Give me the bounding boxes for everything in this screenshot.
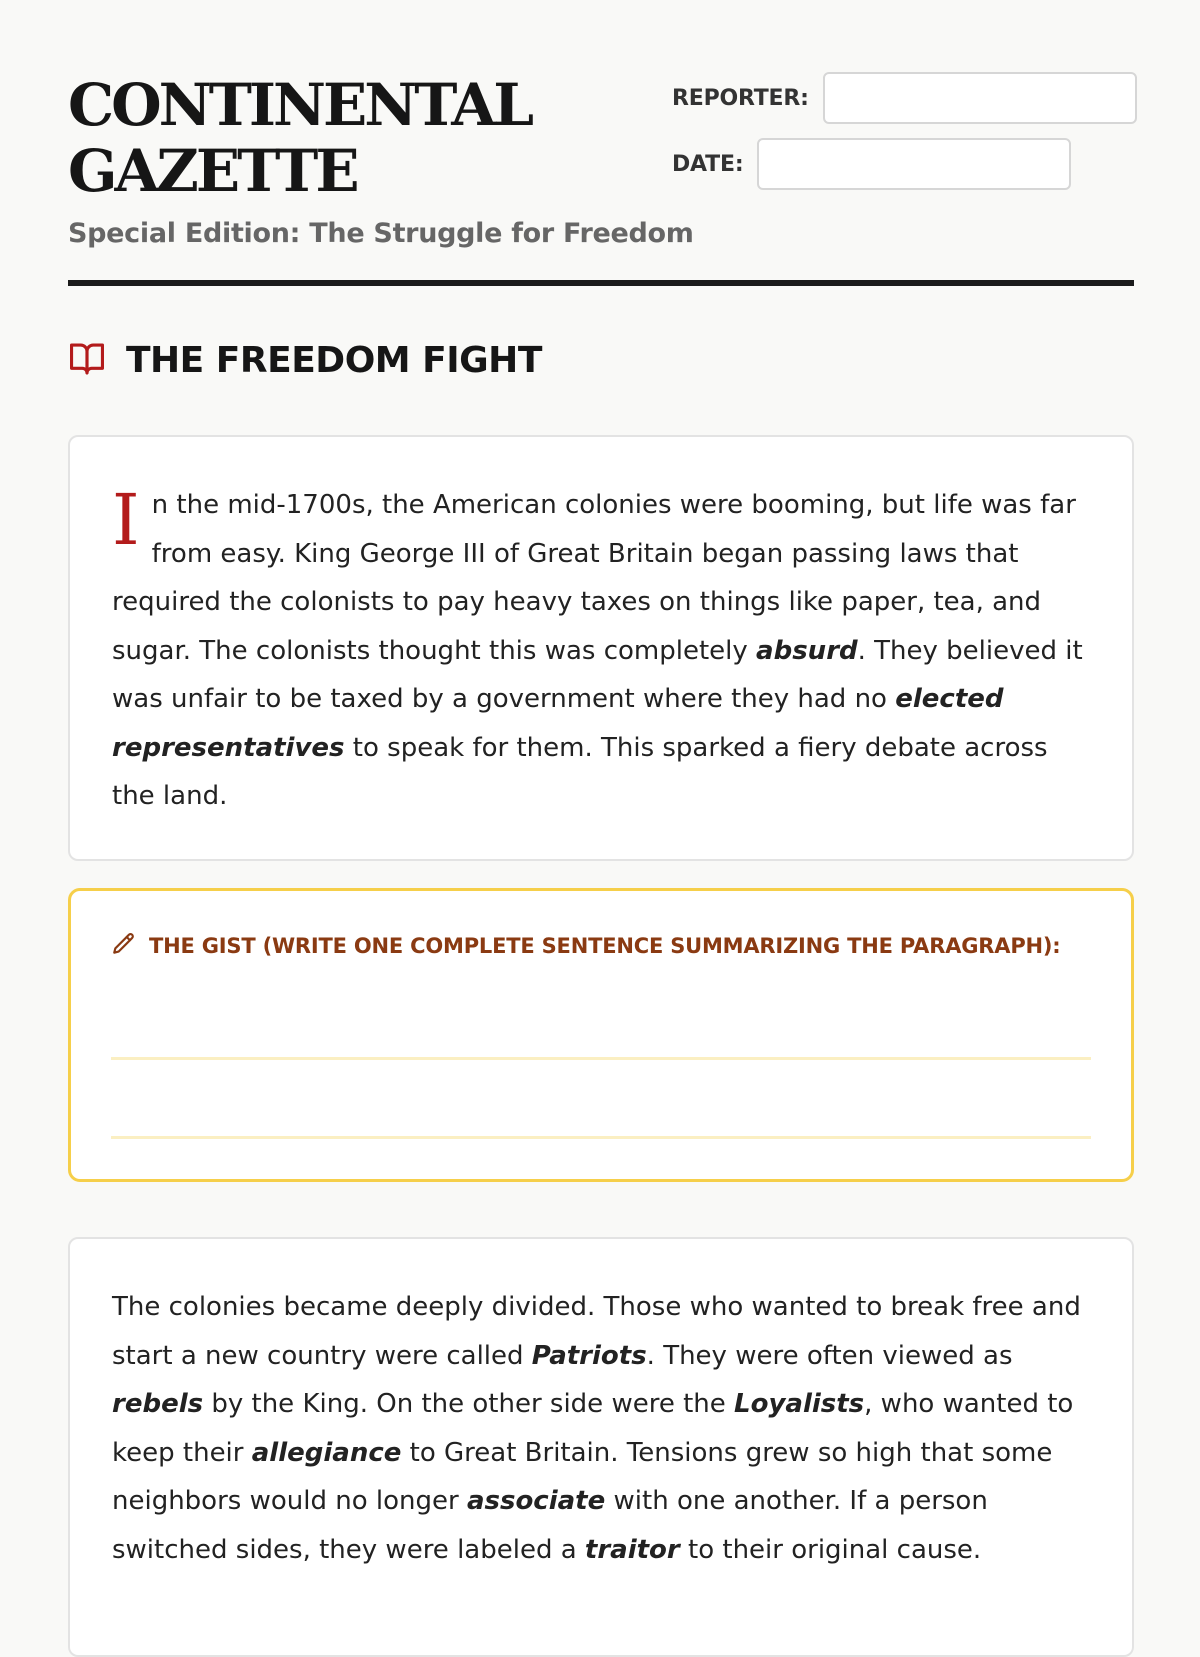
text-span: , who wanted to keep their	[112, 1389, 1074, 1468]
vocab-word: traitor	[584, 1534, 680, 1565]
reporter-row	[672, 72, 1137, 124]
reporter-label: REPORTER:	[672, 85, 809, 111]
drop-cap: I	[112, 479, 140, 561]
text-span: n the mid-1700s, the American colonies were booming, but life was far from easy. King George III of Great Britain began passing laws that required the colonists to pay heavy taxes on things like paper, tea, and sugar. The colonists thought this was completely	[112, 490, 1076, 666]
edition-subtitle: Special Edition: The Struggle for Freedom	[68, 218, 694, 249]
paragraph-card-2	[68, 1237, 1134, 1657]
section-title: THE FREEDOM FIGHT	[126, 340, 542, 381]
book-open-icon	[68, 342, 106, 380]
header-divider	[68, 280, 1134, 286]
gist-label: THE GIST (WRITE ONE COMPLETE SENTENCE SUMMARIZING THE PARAGRAPH):	[149, 934, 1061, 958]
vocab-word: absurd	[756, 635, 858, 666]
date-input[interactable]	[757, 138, 1071, 190]
section-heading	[68, 340, 542, 381]
date-label: DATE:	[672, 151, 744, 177]
gist-box	[68, 888, 1134, 1182]
writing-line-1[interactable]	[111, 1057, 1091, 1060]
paragraph-1-text	[112, 481, 1090, 821]
paragraph-2-text	[112, 1283, 1090, 1574]
text-span: with one another. If a person switched sides, they were labeled a	[112, 1486, 988, 1565]
text-span: by the King. On the other side were the	[203, 1389, 735, 1419]
text-span: to speak for them. This sparked a fiery debate across the land.	[112, 732, 1048, 811]
text-span: to their original cause.	[679, 1534, 982, 1565]
text-span: to Great Britain. Tensions grew so high that some neighbors would no longer	[112, 1437, 1053, 1516]
header-fields	[672, 72, 1137, 204]
newspaper-title: CONTINENTAL GAZETTE	[68, 71, 532, 205]
vocab-word: associate	[466, 1486, 606, 1516]
text-span: The colonies became deeply divided. Those who wanted to break free and start a new country were called	[112, 1292, 1081, 1371]
vocab-word: Patriots	[531, 1340, 647, 1371]
gist-header	[111, 931, 1091, 961]
date-row	[672, 138, 1137, 190]
reporter-input[interactable]	[823, 72, 1137, 124]
vocab-word: elected representatives	[112, 684, 1004, 763]
paragraph-card-1	[68, 435, 1134, 861]
text-span: . They believed it was unfair to be taxed by a government where they had no	[112, 635, 1083, 714]
text-span: . They were often viewed as	[646, 1340, 1013, 1371]
vocab-word: Loyalists	[734, 1389, 865, 1419]
pencil-icon	[111, 931, 137, 961]
vocab-word: rebels	[112, 1389, 204, 1419]
vocab-word: allegiance	[251, 1437, 402, 1468]
writing-line-2[interactable]	[111, 1136, 1091, 1139]
masthead	[68, 72, 1134, 249]
